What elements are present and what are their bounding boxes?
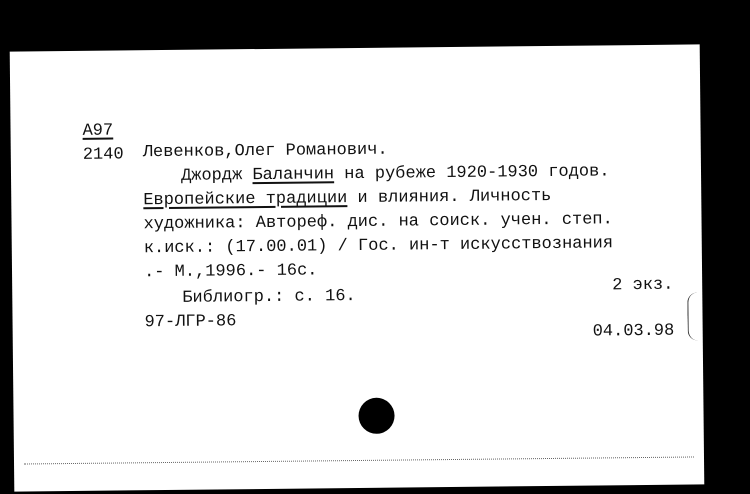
title-line-3: художника: Автореф. дис. на соиск. учен. степ. bbox=[143, 210, 613, 235]
catalog-card bbox=[10, 44, 705, 491]
bibliography-note: Библиогр.: с. 16. bbox=[182, 287, 356, 308]
title-line-1-pre: Джордж bbox=[180, 166, 253, 186]
title-line-1-underlined: Баланчин bbox=[252, 165, 335, 186]
title-line-1 bbox=[181, 163, 610, 184]
title-line-4: к.иск.: (17.00.01) / Гос. ин-т искусствознания bbox=[143, 234, 614, 259]
title-line-2 bbox=[143, 188, 551, 209]
title-line-2-underlined: Европейские традиции bbox=[143, 189, 348, 211]
author-name: Левенков,Олег Романович. bbox=[142, 140, 388, 163]
shelf-mark: A97 bbox=[82, 121, 114, 141]
imprint-line: .- М.,1996.- 16с. bbox=[143, 261, 318, 283]
card-bottom-border bbox=[24, 456, 694, 464]
title-line-1-post: на рубеже 1920-1930 годов. bbox=[333, 162, 610, 185]
copies-count: 2 экз. bbox=[612, 275, 674, 296]
card-edge-mark bbox=[687, 292, 703, 340]
punch-hole bbox=[358, 398, 394, 434]
accession-date: 04.03.98 bbox=[592, 321, 675, 342]
record-number: 2140 bbox=[82, 145, 124, 165]
registration-code: 97-ЛГР-86 bbox=[144, 312, 237, 333]
title-line-2-post: и влияния. Личность bbox=[347, 186, 552, 209]
